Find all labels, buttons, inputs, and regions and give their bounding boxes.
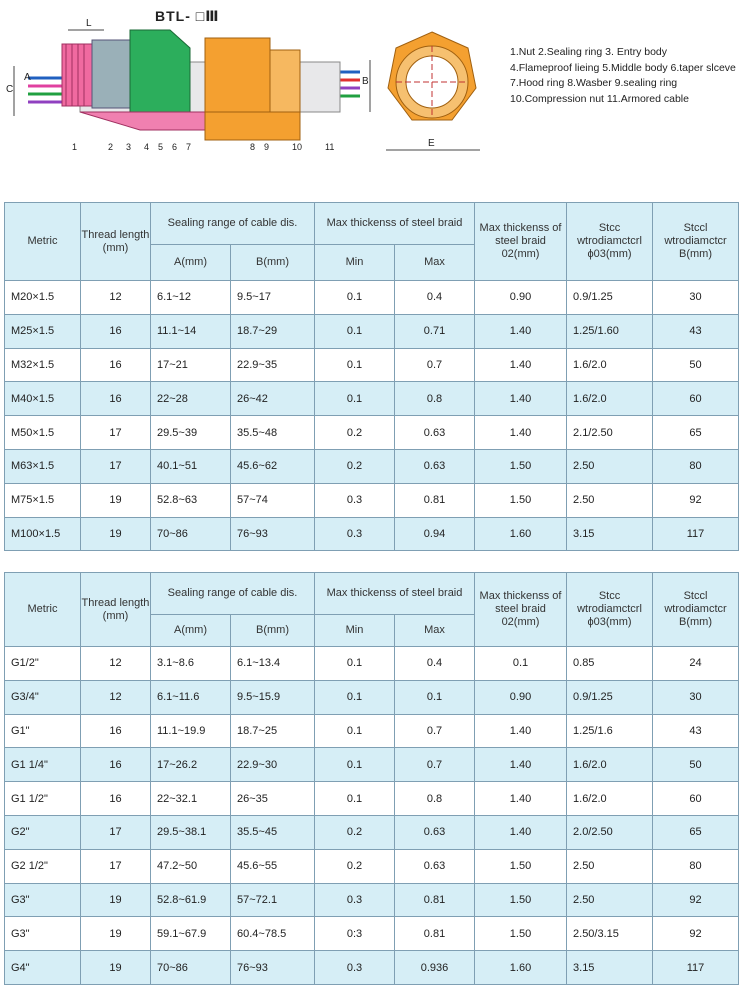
table-cell: 6.1~11.6 bbox=[151, 680, 231, 714]
table-cell: 22~28 bbox=[151, 382, 231, 416]
table-cell: 3.15 bbox=[567, 517, 653, 551]
header-stccl: Stccl wtrodiamctcr B(mm) bbox=[653, 573, 739, 647]
table-cell: 0.63 bbox=[395, 416, 475, 450]
table-cell: 0.71 bbox=[395, 314, 475, 348]
table-cell: 1.25/1.6 bbox=[567, 714, 653, 748]
table-cell: 0.3 bbox=[315, 483, 395, 517]
table-cell: 22~32.1 bbox=[151, 782, 231, 816]
table-cell: 6.1~13.4 bbox=[231, 647, 315, 681]
table-cell: 60 bbox=[653, 382, 739, 416]
header-sealing-range: Sealing range of cable dis. bbox=[151, 203, 315, 245]
table-cell: 80 bbox=[653, 449, 739, 483]
table-cell: 0.1 bbox=[395, 680, 475, 714]
table-cell: 76~93 bbox=[231, 517, 315, 551]
table-cell: 0.936 bbox=[395, 951, 475, 985]
table-cell: 26~35 bbox=[231, 782, 315, 816]
table-cell: 16 bbox=[81, 782, 151, 816]
table-cell: 0.81 bbox=[395, 917, 475, 951]
table-row bbox=[5, 782, 739, 816]
table-cell: 52.8~63 bbox=[151, 483, 231, 517]
table-cell: 19 bbox=[81, 917, 151, 951]
table-cell: 3.15 bbox=[567, 951, 653, 985]
table-row bbox=[5, 951, 739, 985]
callout-10: 10 bbox=[292, 142, 303, 152]
header-a: A(mm) bbox=[151, 615, 231, 647]
table-cell: 12 bbox=[81, 680, 151, 714]
table-cell: 92 bbox=[653, 917, 739, 951]
table-cell: 16 bbox=[81, 714, 151, 748]
table-cell: 117 bbox=[653, 951, 739, 985]
table-cell: 1.6/2.0 bbox=[567, 748, 653, 782]
header-thread-length: Thread length (mm) bbox=[81, 573, 151, 647]
legend-line: 10.Compression nut 11.Armored cable bbox=[510, 92, 689, 105]
header-max: Max bbox=[395, 615, 475, 647]
table-cell: 0.1 bbox=[315, 748, 395, 782]
middle-body-part bbox=[130, 30, 190, 112]
table-cell: 0.9/1.25 bbox=[567, 281, 653, 315]
table-cell: 1.40 bbox=[475, 382, 567, 416]
table-cell: 0.7 bbox=[395, 348, 475, 382]
table-cell: 0.3 bbox=[315, 951, 395, 985]
legend-line: 1.Nut 2.Sealing ring 3. Entry body bbox=[510, 46, 668, 58]
table-cell: 30 bbox=[653, 680, 739, 714]
metric-spec-table bbox=[4, 202, 739, 551]
table-cell: 9.5~17 bbox=[231, 281, 315, 315]
table-cell: G2 1/2" bbox=[5, 849, 81, 883]
table-cell: M63×1.5 bbox=[5, 449, 81, 483]
header-stcc: Stcc wtrodiamctcrl ϕ03(mm) bbox=[567, 573, 653, 647]
table-cell: 76~93 bbox=[231, 951, 315, 985]
table-cell: 117 bbox=[653, 517, 739, 551]
table-cell: 0.1 bbox=[315, 348, 395, 382]
callout-5: 5 bbox=[158, 142, 164, 152]
table-cell: 19 bbox=[81, 951, 151, 985]
table-cell: 43 bbox=[653, 714, 739, 748]
header-sealing-range: Sealing range of cable dis. bbox=[151, 573, 315, 615]
table-row bbox=[5, 449, 739, 483]
table-row bbox=[5, 416, 739, 450]
table-cell: 70~86 bbox=[151, 951, 231, 985]
table-cell: 1.60 bbox=[475, 951, 567, 985]
header-metric: Metric bbox=[5, 203, 81, 281]
table-cell: 59.1~67.9 bbox=[151, 917, 231, 951]
table-cell: M100×1.5 bbox=[5, 517, 81, 551]
table-row bbox=[5, 348, 739, 382]
table-cell: 9.5~15.9 bbox=[231, 680, 315, 714]
table-cell: 17 bbox=[81, 815, 151, 849]
table-cell: 29.5~39 bbox=[151, 416, 231, 450]
table-cell: 0.81 bbox=[395, 483, 475, 517]
table-cell: 0.63 bbox=[395, 449, 475, 483]
table-cell: 0.1 bbox=[315, 680, 395, 714]
table-cell: 1.40 bbox=[475, 348, 567, 382]
table-cell: 19 bbox=[81, 483, 151, 517]
header-braid: Max thickenss of steel braid bbox=[315, 573, 475, 615]
table-cell: 17~21 bbox=[151, 348, 231, 382]
table-cell: M25×1.5 bbox=[5, 314, 81, 348]
table-cell: 40.1~51 bbox=[151, 449, 231, 483]
table-cell: G2" bbox=[5, 815, 81, 849]
table-cell: 92 bbox=[653, 483, 739, 517]
callout-1: 1 bbox=[72, 142, 78, 152]
table-cell: G1" bbox=[5, 714, 81, 748]
table-cell: 11.1~14 bbox=[151, 314, 231, 348]
table-row bbox=[5, 281, 739, 315]
header-thread-length: Thread length (mm) bbox=[81, 203, 151, 281]
table-cell: 0.8 bbox=[395, 382, 475, 416]
table-cell: 1.40 bbox=[475, 815, 567, 849]
header-max: Max bbox=[395, 245, 475, 281]
table-cell: 19 bbox=[81, 517, 151, 551]
table-cell: 0.90 bbox=[475, 281, 567, 315]
table-cell: 1.40 bbox=[475, 748, 567, 782]
table-cell: 50 bbox=[653, 348, 739, 382]
dim-label-a: A bbox=[24, 72, 31, 83]
table-cell: 0.63 bbox=[395, 849, 475, 883]
table-cell: 16 bbox=[81, 314, 151, 348]
callout-8: 8 bbox=[250, 142, 256, 152]
header-a: A(mm) bbox=[151, 245, 231, 281]
parts-legend bbox=[510, 45, 736, 107]
table-cell: G4" bbox=[5, 951, 81, 985]
table-row bbox=[5, 883, 739, 917]
callout-11: 11 bbox=[325, 142, 335, 152]
table-cell: 1.50 bbox=[475, 849, 567, 883]
table-cell: 12 bbox=[81, 281, 151, 315]
header-stcc: Stcc wtrodiamctcrl ϕ03(mm) bbox=[567, 203, 653, 281]
table-cell: 2.0/2.50 bbox=[567, 815, 653, 849]
header-braid: Max thickenss of steel braid bbox=[315, 203, 475, 245]
table-cell: 0.9/1.25 bbox=[567, 680, 653, 714]
table-cell: 92 bbox=[653, 883, 739, 917]
table-cell: 60 bbox=[653, 782, 739, 816]
header-stccl: Stccl wtrodiamctcr B(mm) bbox=[653, 203, 739, 281]
table-cell: M32×1.5 bbox=[5, 348, 81, 382]
callout-9: 9 bbox=[264, 142, 270, 152]
table-cell: 1.6/2.0 bbox=[567, 348, 653, 382]
table-row bbox=[5, 517, 739, 551]
legend-line: 4.Flameproof lieing 5.Middle body 6.taper slceve bbox=[510, 61, 736, 74]
table-cell: 1.50 bbox=[475, 483, 567, 517]
table-cell: 35.5~45 bbox=[231, 815, 315, 849]
table-row bbox=[5, 314, 739, 348]
table-cell: 0.2 bbox=[315, 849, 395, 883]
table-cell: 43 bbox=[653, 314, 739, 348]
table-row bbox=[5, 748, 739, 782]
table-cell: 0.85 bbox=[567, 647, 653, 681]
table-cell: 70~86 bbox=[151, 517, 231, 551]
table-cell: 1.50 bbox=[475, 883, 567, 917]
table-cell: 0.7 bbox=[395, 714, 475, 748]
table-row bbox=[5, 815, 739, 849]
table-cell: 16 bbox=[81, 382, 151, 416]
pipe-thread-spec-table bbox=[4, 572, 739, 985]
table-cell: M75×1.5 bbox=[5, 483, 81, 517]
header-braid-02: Max thickenss of steel braid 02(mm) bbox=[475, 573, 567, 647]
dim-label-e: E bbox=[428, 138, 435, 149]
table-cell: G3/4" bbox=[5, 680, 81, 714]
legend-line: 7.Hood ring 8.Wasber 9.sealing ring bbox=[510, 77, 678, 89]
table-cell: 1.40 bbox=[475, 416, 567, 450]
table-cell: 17 bbox=[81, 449, 151, 483]
table-cell: 35.5~48 bbox=[231, 416, 315, 450]
callout-6: 6 bbox=[172, 142, 178, 152]
table-cell: 0.1 bbox=[315, 647, 395, 681]
table-row bbox=[5, 382, 739, 416]
table-row bbox=[5, 483, 739, 517]
dim-label-l: L bbox=[86, 18, 92, 29]
table-cell: 0.2 bbox=[315, 815, 395, 849]
callout-7: 7 bbox=[186, 142, 192, 152]
table-cell: G1 1/2" bbox=[5, 782, 81, 816]
table-cell: 2.50 bbox=[567, 849, 653, 883]
table-cell: 0.3 bbox=[315, 883, 395, 917]
table-cell: 52.8~61.9 bbox=[151, 883, 231, 917]
table-cell: 60.4~78.5 bbox=[231, 917, 315, 951]
dim-label-c: C bbox=[6, 84, 14, 95]
table-cell: 1.60 bbox=[475, 517, 567, 551]
table-cell: 30 bbox=[653, 281, 739, 315]
table-cell: 0.8 bbox=[395, 782, 475, 816]
table-cell: 0.94 bbox=[395, 517, 475, 551]
table-cell: 0:3 bbox=[315, 917, 395, 951]
table-cell: 1.40 bbox=[475, 314, 567, 348]
table-cell: 17 bbox=[81, 849, 151, 883]
table-cell: 18.7~25 bbox=[231, 714, 315, 748]
table-cell: 2.50 bbox=[567, 483, 653, 517]
table-cell: 1.6/2.0 bbox=[567, 382, 653, 416]
table-cell: 29.5~38.1 bbox=[151, 815, 231, 849]
table-cell: 1.6/2.0 bbox=[567, 782, 653, 816]
table-cell: 24 bbox=[653, 647, 739, 681]
table-cell: G1/2" bbox=[5, 647, 81, 681]
table-cell: 0.3 bbox=[315, 517, 395, 551]
table-cell: 80 bbox=[653, 849, 739, 883]
compression-nut-part bbox=[205, 38, 270, 122]
table-cell: 1.50 bbox=[475, 917, 567, 951]
table-cell: 18.7~29 bbox=[231, 314, 315, 348]
table-cell: M20×1.5 bbox=[5, 281, 81, 315]
table-cell: 0.4 bbox=[395, 647, 475, 681]
table-cell: 50 bbox=[653, 748, 739, 782]
table-cell: M40×1.5 bbox=[5, 382, 81, 416]
table-cell: 3.1~8.6 bbox=[151, 647, 231, 681]
table-cell: 0.7 bbox=[395, 748, 475, 782]
table-cell: 2.50 bbox=[567, 449, 653, 483]
table-cell: 0.4 bbox=[395, 281, 475, 315]
table-row bbox=[5, 917, 739, 951]
table-cell: M50×1.5 bbox=[5, 416, 81, 450]
table-cell: 6.1~12 bbox=[151, 281, 231, 315]
table-cell: 0.2 bbox=[315, 449, 395, 483]
table-cell: 65 bbox=[653, 815, 739, 849]
table-cell: G3" bbox=[5, 883, 81, 917]
table-cell: 0.1 bbox=[315, 714, 395, 748]
table-row bbox=[5, 647, 739, 681]
table-cell: 45.6~55 bbox=[231, 849, 315, 883]
table-cell: 16 bbox=[81, 348, 151, 382]
table-cell: 0.1 bbox=[315, 382, 395, 416]
table-cell: 47.2~50 bbox=[151, 849, 231, 883]
callout-4: 4 bbox=[144, 142, 150, 152]
table-cell: 0.1 bbox=[315, 314, 395, 348]
table-cell: 11.1~19.9 bbox=[151, 714, 231, 748]
table-cell: 45.6~62 bbox=[231, 449, 315, 483]
table-row bbox=[5, 714, 739, 748]
table-cell: 0.1 bbox=[475, 647, 567, 681]
header-min: Min bbox=[315, 245, 395, 281]
table-cell: 12 bbox=[81, 647, 151, 681]
header-b: B(mm) bbox=[231, 245, 315, 281]
table-row bbox=[5, 680, 739, 714]
table-cell: 57~72.1 bbox=[231, 883, 315, 917]
table-cell: G3" bbox=[5, 917, 81, 951]
table-cell: 0.1 bbox=[315, 281, 395, 315]
table-cell: 16 bbox=[81, 748, 151, 782]
front-view bbox=[386, 32, 480, 150]
table-cell: 1.25/1.60 bbox=[567, 314, 653, 348]
table-cell: 22.9~30 bbox=[231, 748, 315, 782]
table-cell: 0.90 bbox=[475, 680, 567, 714]
table-cell: 65 bbox=[653, 416, 739, 450]
table-cell: 0.63 bbox=[395, 815, 475, 849]
table-cell: 2.50 bbox=[567, 883, 653, 917]
callout-2: 2 bbox=[108, 142, 114, 152]
page-title: BTL- □Ⅲ bbox=[155, 8, 220, 24]
table-cell: 1.50 bbox=[475, 449, 567, 483]
table-cell: 2.50/3.15 bbox=[567, 917, 653, 951]
dim-label-b: B bbox=[362, 76, 369, 87]
header-b: B(mm) bbox=[231, 615, 315, 647]
table-cell: 57~74 bbox=[231, 483, 315, 517]
table-cell: 0.1 bbox=[315, 782, 395, 816]
table-cell: 1.40 bbox=[475, 782, 567, 816]
table-cell: 17 bbox=[81, 416, 151, 450]
table-cell: 2.1/2.50 bbox=[567, 416, 653, 450]
table-cell: 22.9~35 bbox=[231, 348, 315, 382]
entry-body-part bbox=[92, 40, 130, 108]
table-cell: 0.2 bbox=[315, 416, 395, 450]
table-cell: 19 bbox=[81, 883, 151, 917]
table-cell: G1 1/4" bbox=[5, 748, 81, 782]
table-cell: 0.81 bbox=[395, 883, 475, 917]
table-row bbox=[5, 849, 739, 883]
table-cell: 17~26.2 bbox=[151, 748, 231, 782]
callout-3: 3 bbox=[126, 142, 132, 152]
header-braid-02: Max thickenss of steel braid 02(mm) bbox=[475, 203, 567, 281]
table-cell: 26~42 bbox=[231, 382, 315, 416]
header-metric: Metric bbox=[5, 573, 81, 647]
header-min: Min bbox=[315, 615, 395, 647]
table-cell: 1.40 bbox=[475, 714, 567, 748]
